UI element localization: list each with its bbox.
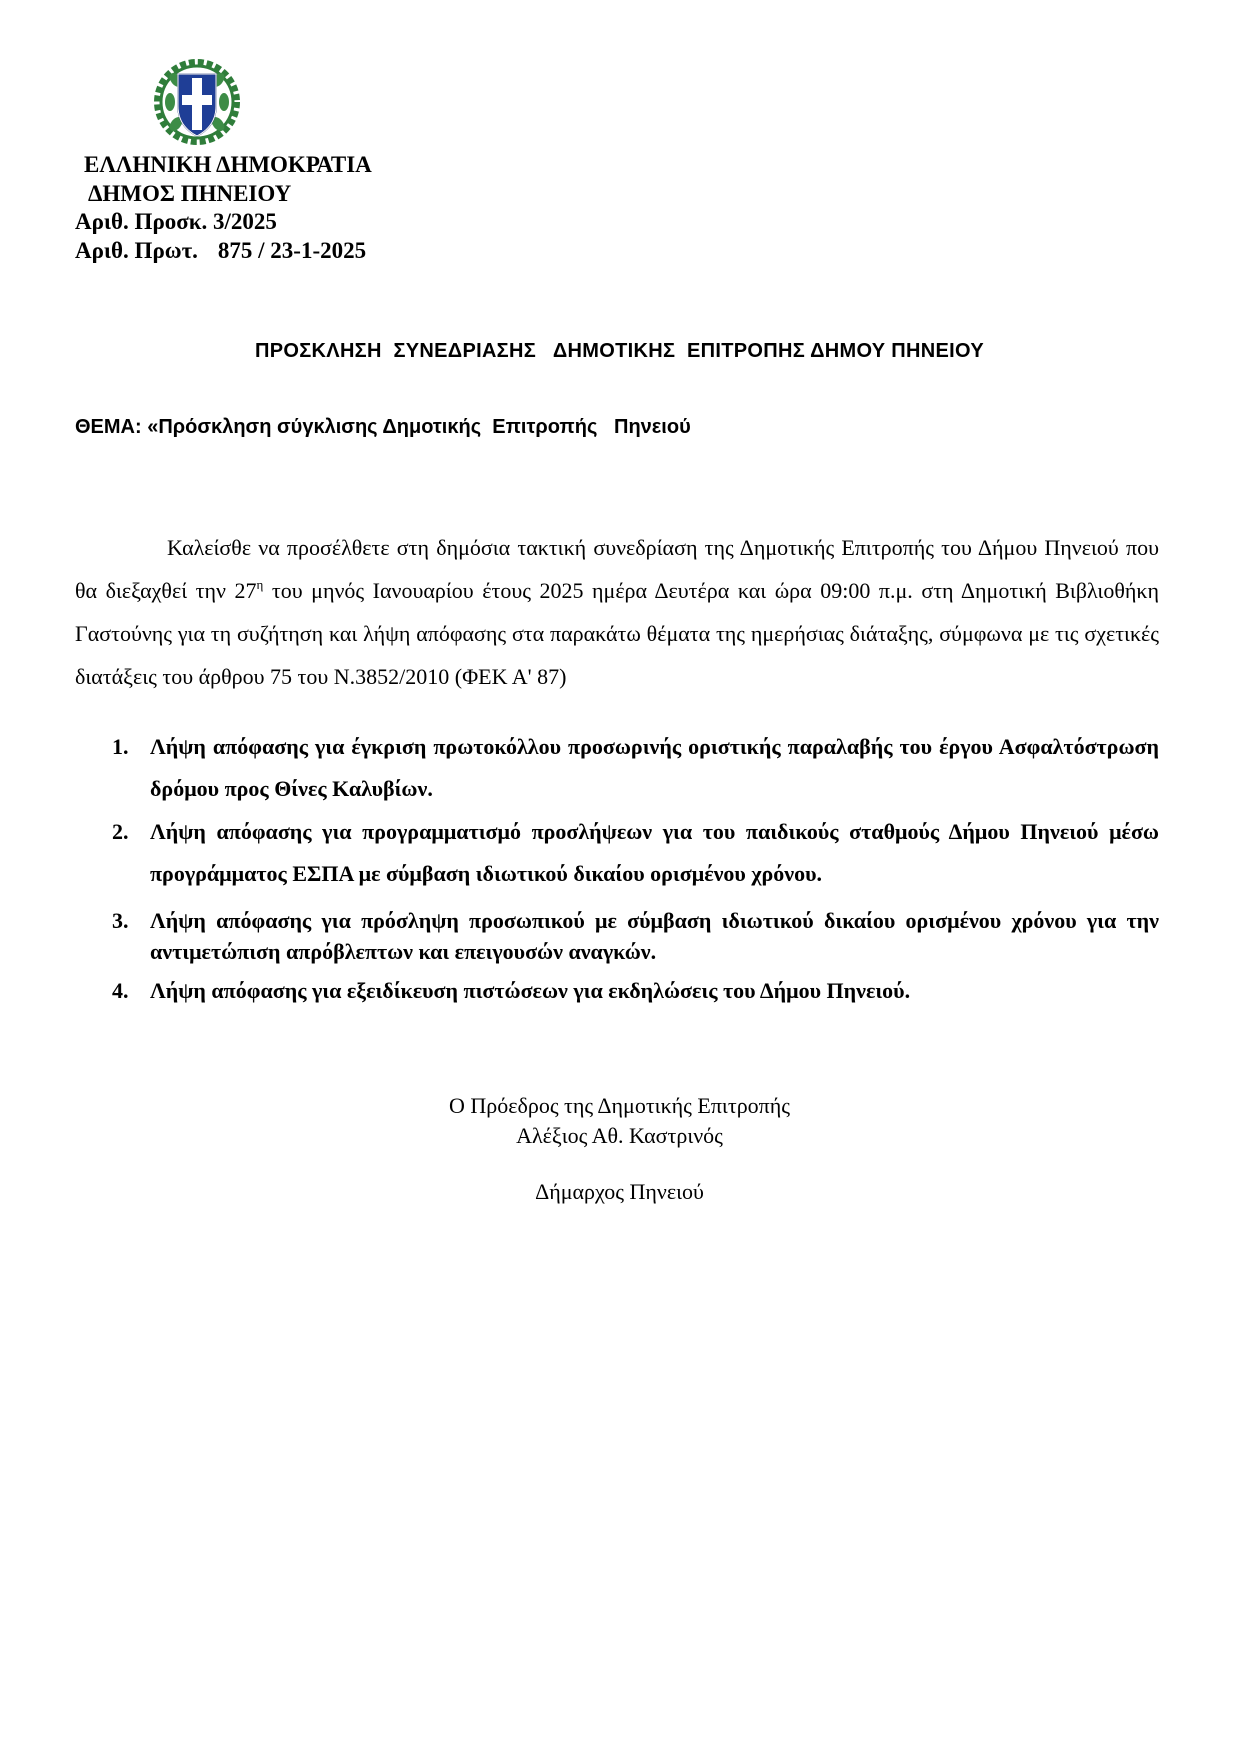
paragraph-text-1: Καλείσθε να προσέλθετε στη δημόσια τακτική συνεδρίαση της Δημοτικής Επιτροπής του Δήμου Πηνειού που θα διεξαχθεί την 27 [75, 535, 1159, 603]
agenda-item [75, 726, 1159, 810]
protocol-number [75, 237, 366, 265]
paragraph-text-2: του μηνός Ιανουαρίου έτους 2025 ημέρα Δευτέρα και ώρα 09:00 π.μ. στη Δημοτική Βιβλιοθήκη Γαστούνης για τη συζήτηση και λήψη απόφασης στα παρακάτω θέματα της ημερήσιας διάταξης, σύμφωνα με τις σχετικές διατάξεις του άρθρου 75 του Ν.3852/2010 (ΦΕΚ Α' 87) [75, 578, 1159, 689]
agenda-list [75, 726, 1159, 1006]
coat-of-arms-icon [154, 58, 240, 146]
agenda-item-text: Λήψη απόφασης για προγραμματισμό προσλήψεων για του παιδικούς σταθμούς Δήμου Πηνειού μέσω προγράμματος ΕΣΠΑ με σύμβαση ιδιωτικού δικαίου ορισμένου χρόνου. [150, 819, 1159, 886]
header-municipality: ΔΗΜΟΣ ΠΗΝΕΙΟΥ [88, 181, 292, 206]
agenda-item-text: Λήψη απόφασης για πρόσληψη προσωπικού με σύμβαση ιδιωτικού δικαίου ορισμένου χρόνου για την αντιμετώπιση απρόβλεπτων και επειγουσών αναγκών. [150, 908, 1159, 964]
agenda-item [75, 905, 1159, 967]
protocol-value: 875 / 23-1-2025 [217, 238, 367, 263]
agenda-item-text: Λήψη απόφασης για έγκριση πρωτοκόλλου προσωρινής οριστικής παραλαβής του έργου Ασφαλτόστρωση δρόμου προς Θίνες Καλυβίων. [150, 734, 1159, 801]
signature-name: Αλέξιος Αθ. Καστρινός [516, 1123, 723, 1148]
ordinal-superscript: η [256, 577, 264, 592]
document-subject: ΘΕΜΑ: «Πρόσκληση σύγκλισης Δημοτικής Επιτροπής Πηνειού [75, 416, 691, 438]
document-title: ΠΡΟΣΚΛΗΣΗ ΣΥΝΕΔΡΙΑΣΗΣ ΔΗΜΟΤΙΚΗΣ ΕΠΙΤΡΟΠΗΣ ΔΗΜΟΥ ΠΗΝΕΙΟΥ [255, 340, 984, 362]
invitation-number: Αριθ. Προσκ. 3/2025 [75, 209, 277, 234]
agenda-item-number: 2. [112, 819, 129, 844]
agenda-item-number: 4. [112, 978, 129, 1003]
agenda-item-number: 3. [112, 908, 129, 933]
protocol-label: Αριθ. Πρωτ. [75, 238, 198, 263]
signature-title: Δήμαρχος Πηνειού [535, 1179, 704, 1204]
agenda-item-number: 1. [112, 734, 129, 759]
invitation-paragraph [75, 526, 1159, 698]
agenda-item [75, 975, 1159, 1006]
agenda-item [75, 811, 1159, 895]
signature-role: Ο Πρόεδρος της Δημοτικής Επιτροπής [448, 1093, 790, 1118]
header-country: ΕΛΛΗΝΙΚΗ ΔΗΜΟΚΡΑΤΙΑ [84, 152, 372, 177]
agenda-item-text: Λήψη απόφασης για εξειδίκευση πιστώσεων για εκδηλώσεις του Δήμου Πηνειού. [150, 978, 911, 1003]
